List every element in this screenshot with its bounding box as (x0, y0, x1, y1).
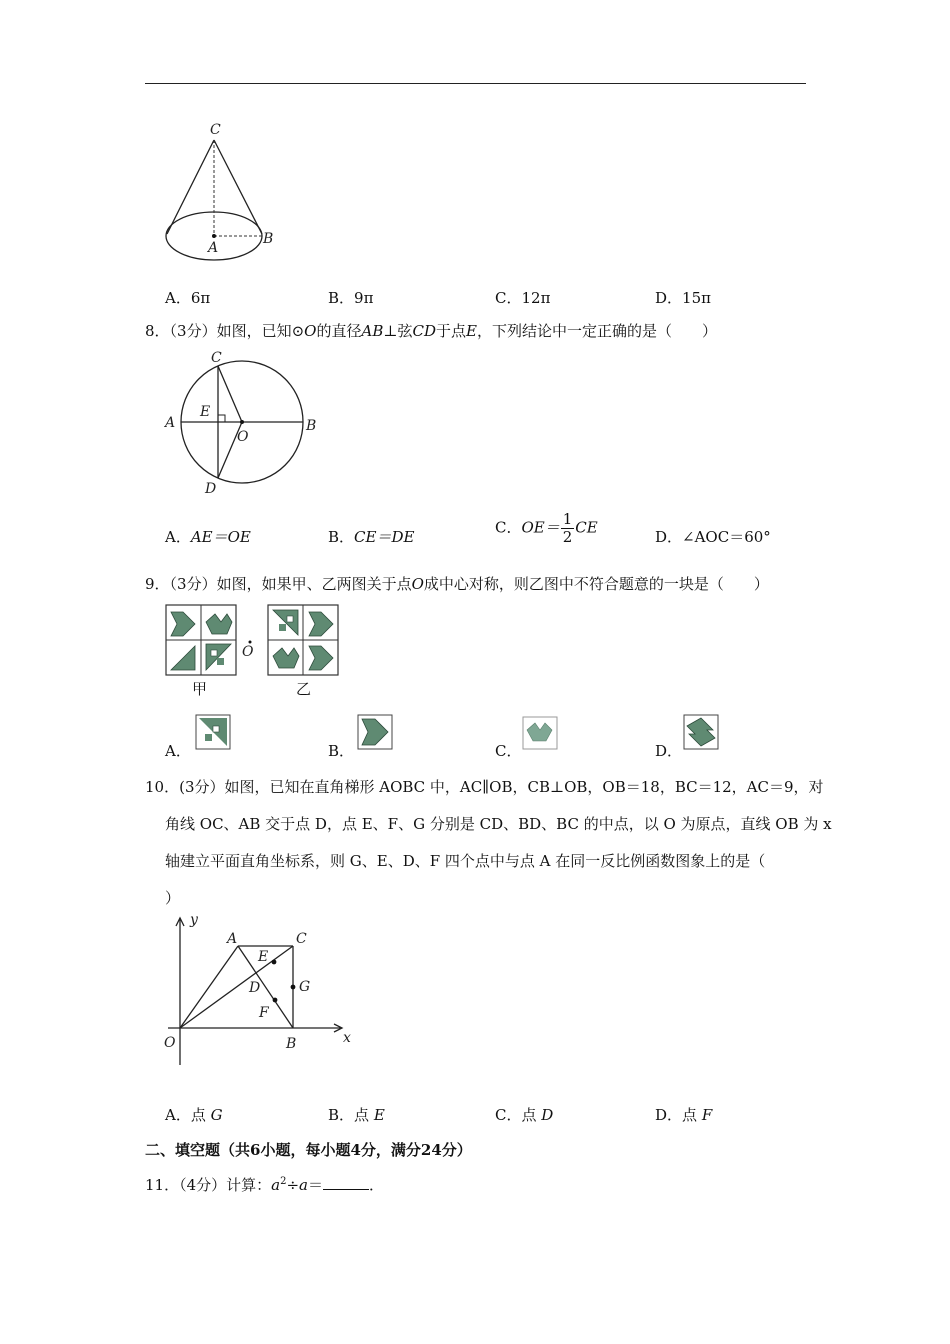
q10-option-c[interactable]: C．点 D (495, 1106, 554, 1124)
label-d: D (205, 481, 217, 497)
q10-option-d[interactable]: D．点 F (655, 1106, 713, 1124)
q9-option-a[interactable]: A． (165, 742, 191, 760)
label-g: G (299, 979, 311, 995)
q10-line-2: 角线 OC、AB 交于点 D，点 E、F、G 分别是 CD、BD、BC 的中点，以 O 为原点，直线 OB 为 x (165, 815, 832, 833)
q10-option-a[interactable]: A．点 G (165, 1106, 223, 1124)
q10-line-1: 10．(3分）如图，已知在直角梯形 AOBC 中，AC∥OB，CB⊥OB，OB＝18，BC＝12，AC＝9，对 (145, 778, 824, 796)
trapezoid-figure (160, 910, 360, 1070)
circle-figure (160, 345, 325, 500)
cone-center-dot (212, 234, 216, 238)
label-jia: 甲 (192, 680, 208, 698)
figure-jia (165, 604, 237, 676)
q8-option-b[interactable]: B．CE＝DE (328, 528, 415, 546)
svg-text:O: O (242, 644, 254, 658)
label-c: C (211, 350, 222, 366)
option-a-tile[interactable] (195, 714, 231, 750)
q7-option-c[interactable]: C．12π (495, 289, 551, 307)
label-a: A (165, 415, 176, 431)
q11-stem: 11．（4分）计算：$a^2\div a=$ ． (145, 1176, 385, 1194)
q9-option-d[interactable]: D． (655, 742, 683, 760)
cone-left-edge (167, 140, 214, 234)
point-e (272, 960, 277, 965)
q7-option-d[interactable]: D．15π (655, 289, 711, 307)
cone-figure (160, 118, 285, 268)
label-f: F (259, 1005, 269, 1021)
label-e: E (258, 949, 269, 965)
q9-option-b[interactable]: B． (328, 742, 355, 760)
segment-oa (180, 946, 238, 1028)
label-c: C (296, 931, 307, 947)
label-b: B (263, 231, 274, 247)
label-yi: 乙 (296, 680, 312, 698)
fraction-one-half: $\frac{1}{2}$ (562, 510, 573, 546)
label-b: B (286, 1036, 297, 1052)
cone-right-edge (214, 140, 262, 234)
label-a: A (208, 240, 219, 256)
q7-option-a[interactable]: A．6π (165, 289, 211, 307)
label-o: O (237, 429, 249, 445)
center-o-mark (240, 638, 258, 658)
option-c-tile[interactable] (522, 716, 558, 750)
diagonal-oc (180, 946, 293, 1028)
option-b-tile[interactable] (357, 714, 393, 750)
q8-stem: 8．（3分）如图，已知⊙O的直径AB⊥弦CD于点E，下列结论中一定正确的是（ ） (145, 322, 717, 340)
center-dot (240, 420, 244, 424)
q8-option-c[interactable]: C．OE＝ $\frac{1}{2}$ CE (495, 510, 598, 546)
label-b: B (306, 418, 317, 434)
point-g (291, 985, 296, 990)
figure-yi (267, 604, 339, 676)
q8-option-a[interactable]: A．AE＝OE (165, 528, 251, 546)
option-d-tile[interactable] (683, 714, 719, 750)
label-d: D (249, 980, 261, 996)
q10-option-b[interactable]: B．点 E (328, 1106, 385, 1124)
q9-option-c[interactable]: C． (495, 742, 522, 760)
label-e: E (200, 404, 211, 420)
section-2-heading: 二、填空题（共6小题，每小题4分，满分24分） (145, 1141, 472, 1159)
q10-line-4: ） (165, 889, 181, 907)
label-x: x (343, 1030, 351, 1046)
q10-line-3: 轴建立平面直角坐标系，则 G、E、D、F 四个点中与点 A 在同一反比例函数图象上的是（ (165, 852, 766, 870)
label-y: y (190, 912, 198, 928)
segment-oc (218, 366, 242, 422)
label-a: A (227, 931, 238, 947)
q8-option-d[interactable]: D．∠AOC＝60° (655, 528, 771, 546)
header-rule (145, 83, 806, 84)
q7-option-b[interactable]: B．9π (328, 289, 374, 307)
point-f (273, 998, 278, 1003)
label-c: C (210, 122, 221, 138)
q11-answer-blank[interactable] (323, 1175, 369, 1190)
right-angle-mark (218, 415, 225, 422)
label-o: O (164, 1035, 176, 1051)
q9-stem: 9．（3分）如图，如果甲、乙两图关于点O成中心对称，则乙图中不符合题意的一块是（ ） (145, 575, 769, 593)
